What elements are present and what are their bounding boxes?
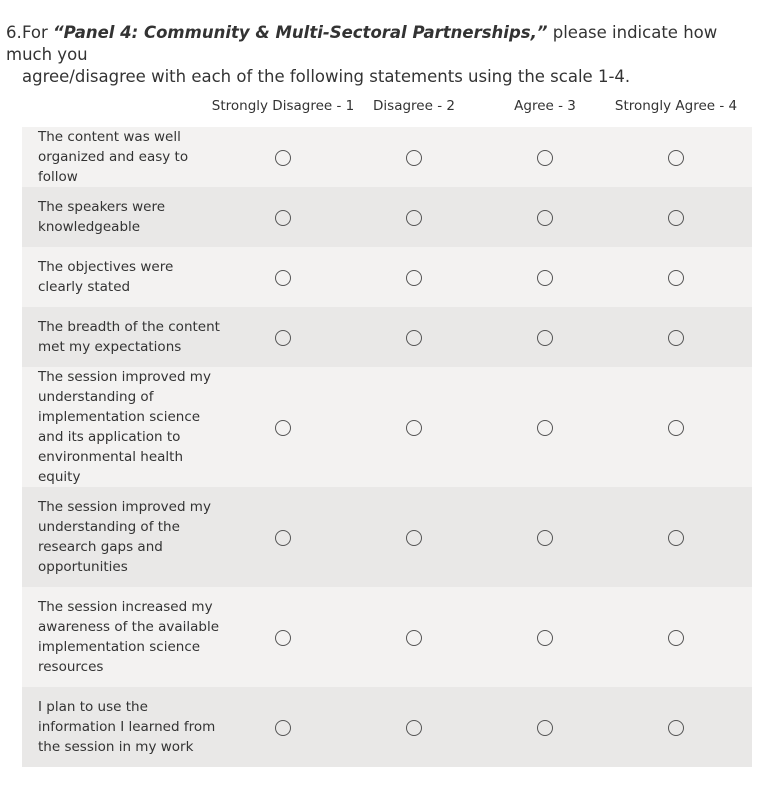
radio-option-3[interactable] — [537, 630, 553, 646]
question-number: 6. — [6, 23, 22, 42]
statement-text: The content was well organized and easy to follow — [38, 129, 189, 185]
likert-row — [22, 367, 752, 487]
statement-text: The breadth of the content met my expectations — [38, 319, 220, 355]
radio-option-2[interactable] — [406, 330, 422, 346]
radio-option-2[interactable] — [406, 150, 422, 166]
likert-row — [22, 127, 752, 187]
radio-option-1[interactable] — [275, 150, 291, 166]
scale-header-4: Strongly Agree - 4 — [614, 98, 738, 114]
likert-row — [22, 187, 752, 247]
question-prefix: For — [22, 23, 54, 42]
radio-option-1[interactable] — [275, 420, 291, 436]
statement-text: The speakers were knowledgeable — [38, 199, 166, 235]
radio-option-4[interactable] — [668, 720, 684, 736]
radio-option-4[interactable] — [668, 420, 684, 436]
likert-row — [22, 687, 752, 767]
question-suffix: please indicate how much you — [6, 23, 718, 64]
radio-option-3[interactable] — [537, 720, 553, 736]
statement-text: The session increased my awareness of the available implementation science resources — [38, 599, 220, 675]
radio-option-2[interactable] — [406, 530, 422, 546]
radio-option-4[interactable] — [668, 270, 684, 286]
statement-text: I plan to use the information I learned from the session in my work — [38, 699, 216, 755]
radio-option-4[interactable] — [668, 330, 684, 346]
statement-text: The session improved my understanding of implementation science and its application to environmental health equity — [38, 369, 211, 485]
radio-option-3[interactable] — [537, 420, 553, 436]
likert-row — [22, 247, 752, 307]
statement-text: The session improved my understanding of the research gaps and opportunities — [38, 499, 211, 575]
radio-option-4[interactable] — [668, 150, 684, 166]
radio-option-1[interactable] — [275, 630, 291, 646]
radio-option-3[interactable] — [537, 150, 553, 166]
question-title: “Panel 4: Community & Multi-Sectoral Partnerships,” — [53, 23, 548, 42]
radio-option-4[interactable] — [668, 530, 684, 546]
radio-option-2[interactable] — [406, 270, 422, 286]
radio-option-4[interactable] — [668, 630, 684, 646]
question-line2: agree/disagree with each of the following statements using the scale 1-4. — [22, 67, 631, 86]
statement-text: The objectives were clearly stated — [38, 259, 174, 295]
scale-header-1: Strongly Disagree - 1 — [211, 98, 355, 114]
radio-option-1[interactable] — [275, 270, 291, 286]
radio-option-2[interactable] — [406, 720, 422, 736]
radio-option-2[interactable] — [406, 630, 422, 646]
radio-option-1[interactable] — [275, 530, 291, 546]
question-text — [6, 22, 746, 88]
radio-option-3[interactable] — [537, 530, 553, 546]
scale-headers — [0, 98, 780, 118]
radio-option-2[interactable] — [406, 210, 422, 226]
radio-option-1[interactable] — [275, 720, 291, 736]
radio-option-1[interactable] — [275, 210, 291, 226]
radio-option-1[interactable] — [275, 330, 291, 346]
scale-header-3: Agree - 3 — [514, 98, 576, 114]
likert-row — [22, 487, 752, 587]
radio-option-3[interactable] — [537, 270, 553, 286]
radio-option-3[interactable] — [537, 210, 553, 226]
radio-option-4[interactable] — [668, 210, 684, 226]
radio-option-2[interactable] — [406, 420, 422, 436]
likert-row — [22, 587, 752, 687]
likert-grid — [22, 127, 752, 767]
scale-header-2: Disagree - 2 — [373, 98, 455, 114]
radio-option-3[interactable] — [537, 330, 553, 346]
